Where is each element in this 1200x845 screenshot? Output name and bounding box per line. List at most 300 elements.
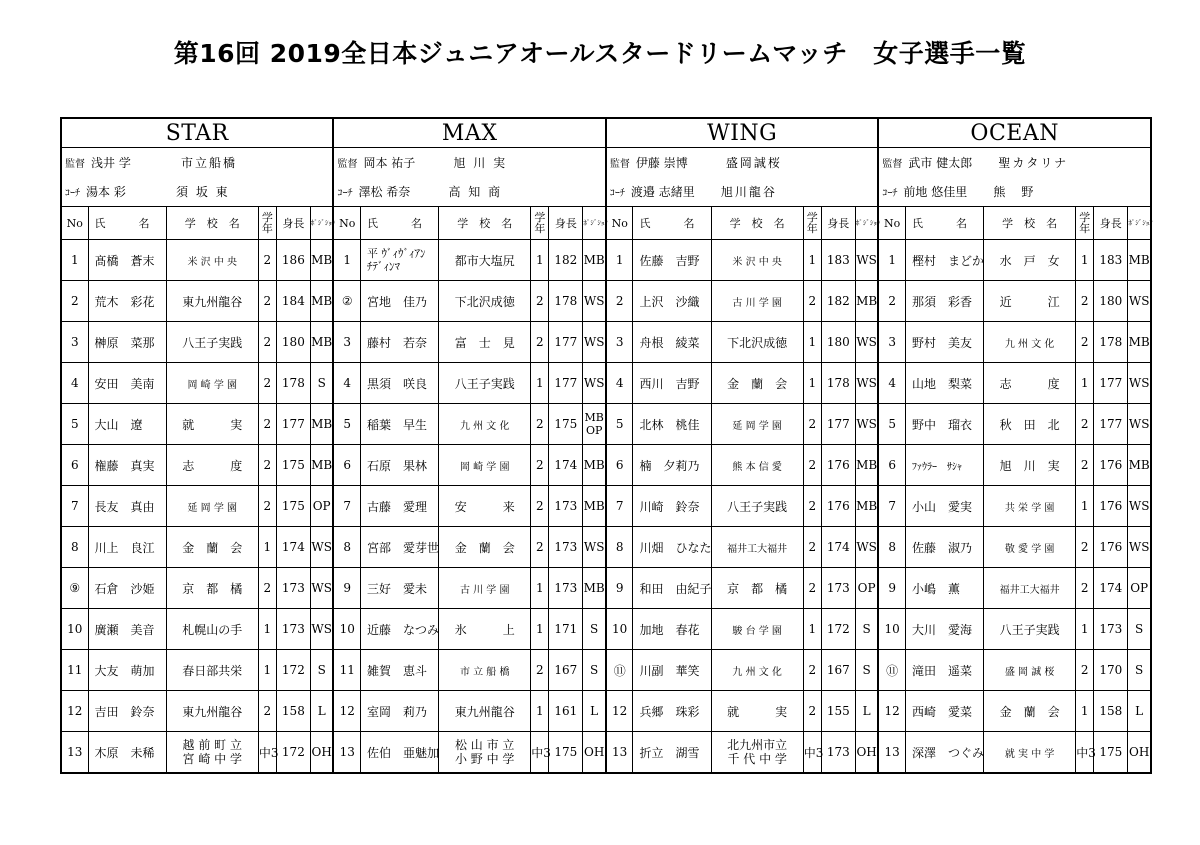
player-number: ⑪ [606,650,633,691]
player-number: 8 [606,527,633,568]
player-grade: 1 [1076,240,1094,281]
player-position: MB [583,240,606,281]
player-school: 金 蘭 会 [984,691,1076,732]
player-name: 大山 遼 [88,404,166,445]
player-grade: 2 [258,486,276,527]
player-grade: 2 [1076,281,1094,322]
player-height: 177 [1094,404,1128,445]
header-grade-top: 学 [1079,211,1091,224]
player-school: 都市大塩尻 [439,240,531,281]
player-position [583,404,606,445]
player-name-line1: 平 ｳﾞｨｳﾞｨｱﾝ [367,247,426,260]
staff-name: 澤松 希奈 [358,185,411,199]
player-name: 榊原 菜那 [88,322,166,363]
player-height: 175 [1094,732,1128,774]
player-height: 177 [549,322,583,363]
staff-school: 市立船橋 [181,156,238,170]
staff-cell [878,177,1151,207]
player-position: MB [855,486,878,527]
staff-role-coach: ｺｰﾁ [65,188,80,199]
player-number: 8 [61,527,88,568]
player-grade: 1 [1076,609,1094,650]
player-name: 北林 桃佳 [633,404,711,445]
player-grade: 1 [531,363,549,404]
staff-role-coach: ｺｰﾁ [337,188,353,199]
player-grade: 2 [531,650,549,691]
player-height: 184 [276,281,310,322]
player-grade: 1 [258,650,276,691]
player-position: MB [583,568,606,609]
player-name: 石倉 沙姫 [88,568,166,609]
player-name: 佐藤 淑乃 [905,527,983,568]
header-school: 学 校 名 [984,207,1076,240]
staff-name: 武市 健太郎 [908,156,973,170]
staff-name: 伊藤 崇博 [635,156,688,170]
player-number: 12 [61,691,88,732]
team-name-ocean: OCEAN [878,118,1151,148]
header-school: 学 校 名 [711,207,803,240]
player-school [711,732,803,774]
staff-school: 聖カタリナ [998,156,1069,170]
staff-cell [61,148,333,178]
player-position: OH [583,732,606,774]
player-position: WS [855,363,878,404]
player-school-line2: 宮 崎 中 学 [182,752,242,766]
player-name: 川崎 鈴奈 [633,486,711,527]
player-grade: 2 [803,568,821,609]
player-number: 8 [878,527,905,568]
player-position: WS [1128,404,1151,445]
player-school: 東九州龍谷 [439,691,531,732]
player-school: 延 岡 学 園 [166,486,258,527]
player-row [61,240,1151,281]
player-school: 金 蘭 会 [166,527,258,568]
player-number: 13 [333,732,360,774]
header-position: ﾎﾟｼﾞｼｮﾝ [855,207,878,240]
player-height: 177 [549,363,583,404]
player-position: OP [310,486,333,527]
player-name: ﾌｧｳﾗｰ ｻｼｬ [905,445,983,486]
header-height: 身長 [549,207,583,240]
player-number: 7 [333,486,360,527]
player-number: 1 [606,240,633,281]
player-height: 173 [549,527,583,568]
player-grade: 2 [1076,650,1094,691]
player-number: 6 [333,445,360,486]
player-position: WS [1128,486,1151,527]
player-number: 13 [61,732,88,774]
player-grade: 中3 [1076,732,1094,774]
player-position: S [855,609,878,650]
player-school-line2: 小 野 中 学 [454,752,515,766]
player-name: 髙橋 蒼末 [88,240,166,281]
player-grade: 2 [531,281,549,322]
player-height: 173 [549,568,583,609]
player-name: 舟根 綾菜 [633,322,711,363]
player-grade: 2 [803,445,821,486]
player-position: S [583,609,606,650]
player-number: ② [333,281,360,322]
player-number: 4 [61,363,88,404]
player-grade: 1 [1076,486,1094,527]
player-name: 兵郷 珠彩 [633,691,711,732]
player-position-line1: MB [584,411,604,424]
player-grade: 2 [1076,322,1094,363]
player-position: WS [583,527,606,568]
player-school: 八王子実践 [984,609,1076,650]
player-school: 金 蘭 会 [711,363,803,404]
player-position: WS [855,527,878,568]
header-no: No [333,207,360,240]
player-number: 12 [878,691,905,732]
player-number: 3 [333,322,360,363]
player-grade: 1 [258,527,276,568]
player-number: 11 [333,650,360,691]
player-row [61,281,1151,322]
player-position: MB [1128,240,1151,281]
player-position-line2: OP [585,424,603,437]
player-height: 167 [549,650,583,691]
player-name: 石原 果林 [361,445,439,486]
player-position: L [1128,691,1151,732]
player-grade: 2 [258,240,276,281]
team-name-row [61,118,1151,148]
player-school: 福井工大福井 [984,568,1076,609]
header-grade-top: 学 [261,211,273,224]
player-number: 13 [878,732,905,774]
player-height: 183 [821,240,855,281]
player-height: 173 [549,486,583,527]
staff-cell [333,177,605,207]
player-height: 158 [276,691,310,732]
column-header-row [61,207,1151,240]
player-number: 5 [333,404,360,445]
staff-role-manager: 監督 [337,159,358,170]
player-position: S [855,650,878,691]
player-number: 4 [333,363,360,404]
player-school [166,732,258,774]
player-height: 167 [821,650,855,691]
player-number: 2 [606,281,633,322]
player-height: 175 [276,486,310,527]
player-height: 174 [276,527,310,568]
player-height: 170 [1094,650,1128,691]
player-name: 長友 真由 [88,486,166,527]
player-position: MB [1128,445,1151,486]
player-name: 樫村 まどか [905,240,983,281]
staff-row [61,177,1151,207]
player-position: OP [1128,568,1151,609]
player-row [61,322,1151,363]
player-height: 178 [1094,322,1128,363]
player-height: 180 [1094,281,1128,322]
player-number: 10 [61,609,88,650]
player-position: MB [310,281,333,322]
player-name: 廣瀬 美音 [88,609,166,650]
header-name: 氏 名 [905,207,983,240]
staff-school: 須 坂 東 [176,185,230,199]
player-grade: 2 [531,404,549,445]
player-school: 市 立 船 橋 [439,650,531,691]
player-position: S [310,650,333,691]
header-position: ﾎﾟｼﾞｼｮﾝ [583,207,606,240]
player-row [61,486,1151,527]
player-grade: 中3 [531,732,549,774]
player-school: 米 沢 中 央 [166,240,258,281]
player-name: 野村 美友 [905,322,983,363]
player-height: 175 [549,404,583,445]
player-school: 八王子実践 [166,322,258,363]
header-grade-bottom: 年 [261,222,273,235]
player-name: 荒木 彩花 [88,281,166,322]
player-position: MB [1128,322,1151,363]
player-position: OP [855,568,878,609]
staff-school: 旭 川 実 [453,156,508,170]
player-position: MB [310,445,333,486]
player-name: 川畑 ひなた [633,527,711,568]
player-name: 雑賀 恵斗 [361,650,439,691]
header-no: No [61,207,88,240]
player-position: L [310,691,333,732]
player-school: 八王子実践 [439,363,531,404]
player-grade: 1 [803,240,821,281]
player-name [361,240,439,281]
header-height: 身長 [1094,207,1128,240]
player-school: 福井工大福井 [711,527,803,568]
staff-cell [606,177,878,207]
player-position: WS [310,568,333,609]
player-school: 敬 愛 学 園 [984,527,1076,568]
player-school: 就 実 中 学 [984,732,1076,774]
player-school: 春日部共栄 [166,650,258,691]
staff-school: 旭川龍谷 [720,185,777,199]
player-school: 就 実 [711,691,803,732]
player-name: 黒須 咲良 [361,363,439,404]
player-number: 11 [61,650,88,691]
player-height: 172 [276,732,310,774]
player-name: 山地 梨菜 [905,363,983,404]
header-grade-bottom: 年 [806,222,818,235]
player-grade: 2 [531,322,549,363]
player-school: 古 川 学 園 [711,281,803,322]
player-grade: 2 [803,281,821,322]
header-grade [803,207,821,240]
player-name: 上沢 沙織 [633,281,711,322]
header-grade-top: 学 [806,211,818,224]
player-position: WS [310,527,333,568]
player-grade: 2 [258,281,276,322]
staff-name: 前地 悠佳里 [903,185,968,199]
header-position: ﾎﾟｼﾞｼｮﾝ [1128,207,1151,240]
player-number: 5 [606,404,633,445]
player-number: 4 [606,363,633,404]
player-name: 大友 萌加 [88,650,166,691]
staff-role-manager: 監督 [65,159,85,170]
player-position: WS [855,322,878,363]
staff-name: 渡邉 志緒里 [630,185,695,199]
player-height: 177 [821,404,855,445]
player-grade: 1 [803,609,821,650]
player-school: 志 度 [984,363,1076,404]
player-grade: 1 [531,240,549,281]
player-school: 延 岡 学 園 [711,404,803,445]
player-number: 6 [878,445,905,486]
player-name: 川副 華笑 [633,650,711,691]
player-number: 5 [61,404,88,445]
player-height: 183 [1094,240,1128,281]
player-school: 岡 崎 学 園 [439,445,531,486]
player-number: 9 [606,568,633,609]
player-height: 173 [1094,609,1128,650]
staff-name: 湯本 彩 [86,185,126,199]
player-height: 176 [821,445,855,486]
player-name: 木原 未稀 [88,732,166,774]
player-number: 3 [61,322,88,363]
player-number: 13 [606,732,633,774]
player-position: WS [1128,281,1151,322]
player-school: 京 都 橘 [711,568,803,609]
player-name: 室岡 莉乃 [361,691,439,732]
staff-row [61,148,1151,178]
player-position: MB [583,486,606,527]
player-row [61,732,1151,774]
player-row [61,404,1151,445]
player-position: L [855,691,878,732]
player-name: 小嶋 薫 [905,568,983,609]
player-position: WS [583,322,606,363]
header-no: No [878,207,905,240]
player-position: WS [855,404,878,445]
player-position: S [1128,650,1151,691]
player-number: 5 [878,404,905,445]
player-school: 旭 川 実 [984,445,1076,486]
player-height: 176 [821,486,855,527]
player-school: 札幌山の手 [166,609,258,650]
player-position: OH [1128,732,1151,774]
player-school: 近 江 [984,281,1076,322]
player-grade: 中3 [803,732,821,774]
player-school: 古 川 学 園 [439,568,531,609]
player-name: 稲葉 早生 [361,404,439,445]
player-height: 173 [821,732,855,774]
player-name: 西川 吉野 [633,363,711,404]
player-height: 178 [549,281,583,322]
player-number: 9 [878,568,905,609]
player-position: WS [583,281,606,322]
player-school: 共 栄 学 園 [984,486,1076,527]
player-grade: 1 [531,691,549,732]
player-grade: 2 [258,363,276,404]
player-school-line1: 松 山 市 立 [454,738,515,752]
player-name: 和田 由紀子 [633,568,711,609]
staff-role-coach: ｺｰﾁ [609,188,625,199]
player-number: 6 [606,445,633,486]
team-name-wing: WING [606,118,878,148]
player-position: MB [583,445,606,486]
header-grade-bottom: 年 [534,222,546,235]
team-name-max: MAX [333,118,605,148]
player-school: 下北沢成徳 [711,322,803,363]
player-position: S [1128,609,1151,650]
player-height: 186 [276,240,310,281]
header-height: 身長 [276,207,310,240]
player-height: 174 [1094,568,1128,609]
player-row [61,568,1151,609]
player-grade: 2 [803,691,821,732]
player-number: 3 [606,322,633,363]
header-grade-top: 学 [534,211,546,224]
player-grade: 1 [1076,691,1094,732]
player-number: 2 [878,281,905,322]
player-grade: 2 [1076,445,1094,486]
player-school: 九 州 文 化 [711,650,803,691]
player-school-line1: 北九州市立 [727,738,788,752]
player-name: 三好 愛未 [361,568,439,609]
player-grade: 1 [531,609,549,650]
player-grade: 2 [1076,527,1094,568]
player-school: 盛 岡 誠 桜 [984,650,1076,691]
player-height: 174 [549,445,583,486]
player-position: OH [855,732,878,774]
player-grade: 2 [803,650,821,691]
player-grade: 2 [258,568,276,609]
player-number: 2 [61,281,88,322]
player-position: MB [855,281,878,322]
roster-table [60,117,1152,774]
player-school: 富 士 見 [439,322,531,363]
player-name: 宮地 佳乃 [361,281,439,322]
player-school: 水 戸 女 [984,240,1076,281]
player-position: S [310,363,333,404]
player-height: 178 [821,363,855,404]
player-name: 野中 瑠衣 [905,404,983,445]
player-name: 大川 愛海 [905,609,983,650]
player-school: 京 都 橘 [166,568,258,609]
staff-cell [606,148,878,178]
team-name-star: STAR [61,118,333,148]
player-position: WS [310,609,333,650]
header-grade [531,207,549,240]
player-school-line1: 越 前 町 立 [182,738,242,752]
player-position: OH [310,732,333,774]
player-grade: 2 [258,322,276,363]
header-school: 学 校 名 [439,207,531,240]
player-position: S [583,650,606,691]
header-no: No [606,207,633,240]
player-height: 177 [276,404,310,445]
player-name: 深澤 つぐみ [905,732,983,774]
player-number: 10 [878,609,905,650]
player-school: 氷 上 [439,609,531,650]
player-grade: 1 [1076,363,1094,404]
player-height: 175 [549,732,583,774]
player-height: 174 [821,527,855,568]
player-number: 4 [878,363,905,404]
header-name: 氏 名 [633,207,711,240]
player-number: 1 [61,240,88,281]
player-number: 12 [606,691,633,732]
player-height: 180 [276,322,310,363]
player-name: 近藤 なつみ [361,609,439,650]
player-school: 八王子実践 [711,486,803,527]
player-number: 10 [333,609,360,650]
player-position: L [583,691,606,732]
player-height: 173 [276,568,310,609]
player-height: 172 [821,609,855,650]
player-number: 8 [333,527,360,568]
player-name: 小山 愛実 [905,486,983,527]
header-height: 身長 [821,207,855,240]
